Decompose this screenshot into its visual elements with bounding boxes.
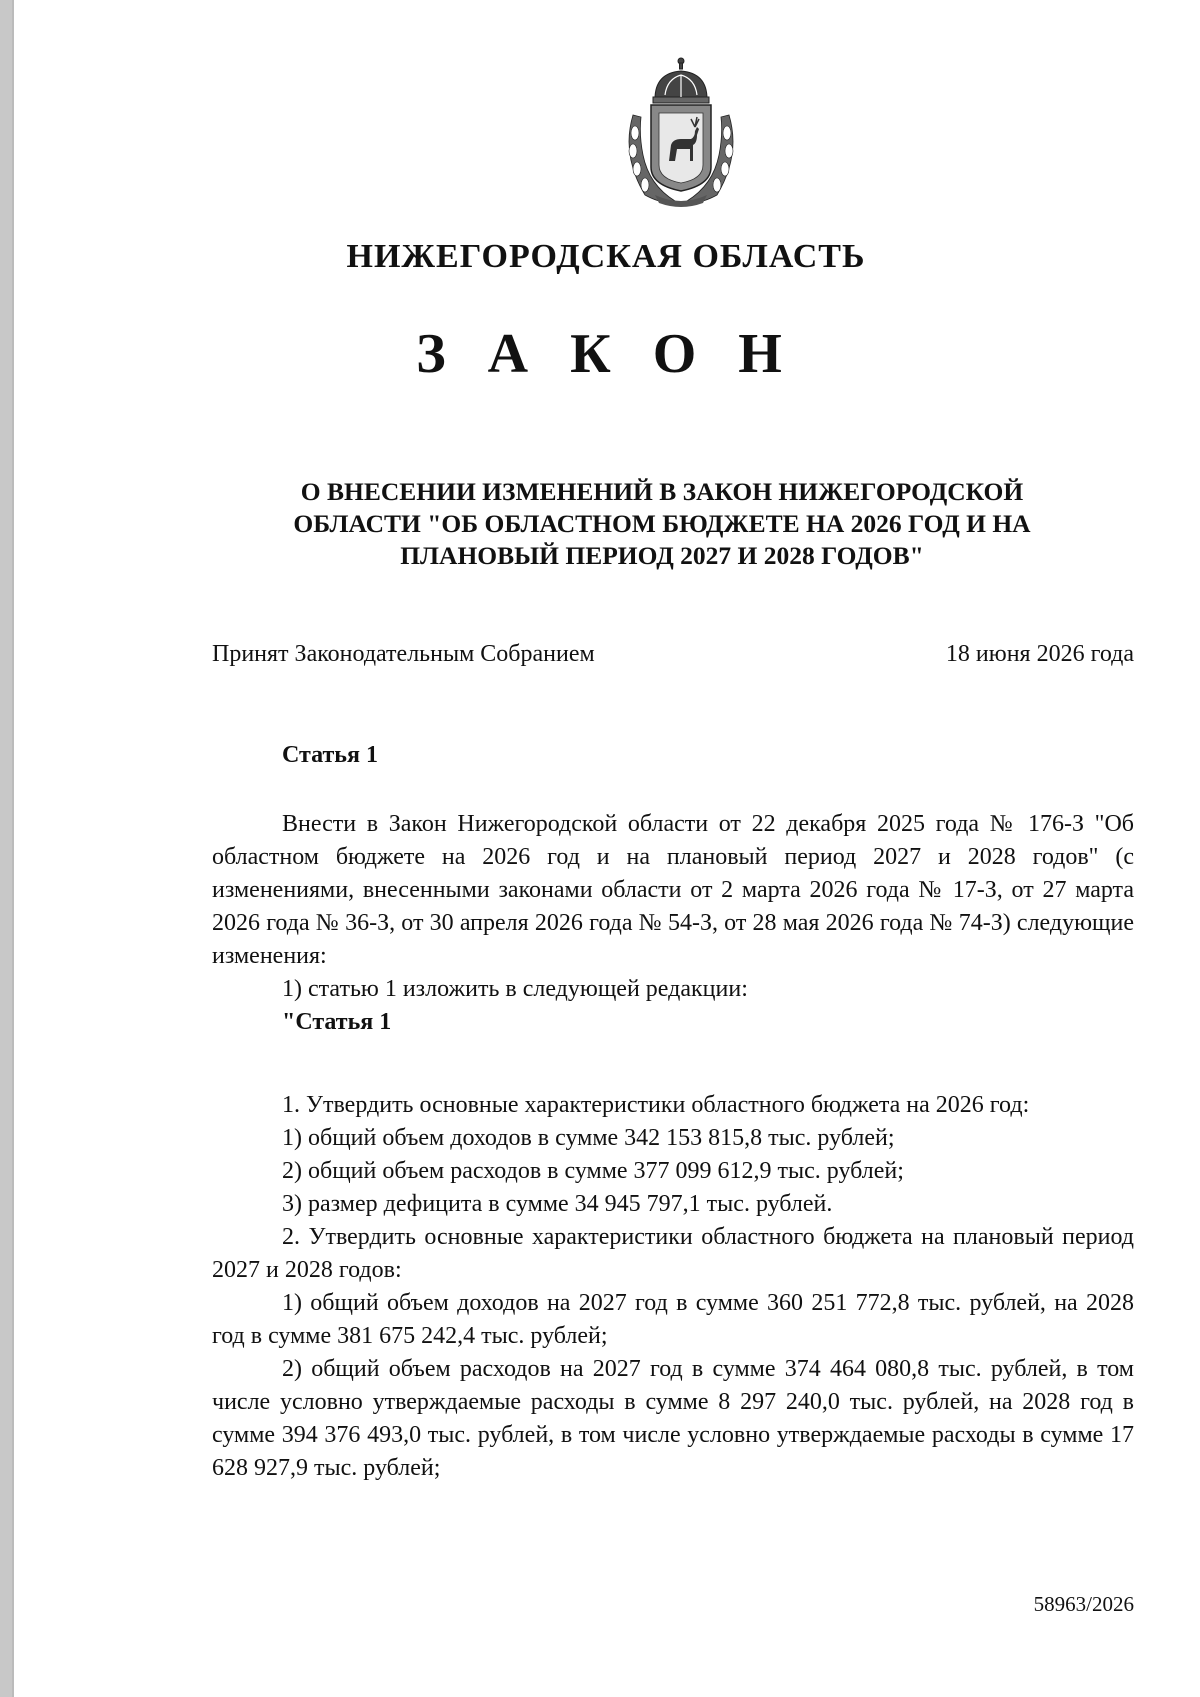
paragraph-2-1: 1) общий объем доходов на 2027 год в сумме 360 251 772,8 тыс. рублей, на 2028 год в сумме 381 675 242,4 тыс. рублей; <box>212 1290 1134 1349</box>
quoted-article-heading-text: "Статья 1 <box>282 1009 392 1035</box>
law-title-line: ОБЛАСТИ "ОБ ОБЛАСТНОМ БЮДЖЕТЕ НА 2026 ГОД И НА <box>293 509 1031 538</box>
document-type: З А К О Н <box>416 323 796 385</box>
law-title <box>252 476 1072 572</box>
paragraph-1-3: 3) размер дефицита в сумме 34 945 797,1 тыс. рублей. <box>282 1191 833 1217</box>
quoted-article-heading <box>212 1006 1134 1039</box>
document-page <box>12 0 1200 1697</box>
adopted-by: Принят Законодательным Собранием <box>212 641 595 667</box>
paragraph-2-2: 2) общий объем расходов на 2027 год в сумме 374 464 080,8 тыс. рублей, в том числе условно утверждаемые расходы в сумме 8 297 240,0 тыс. рублей, на 2028 год в сумме 394 376 493,0 тыс. рублей, в том числе условно утверждаемые расходы в сумме 17 628 927,9 тыс. рублей; <box>212 1356 1134 1481</box>
law-body <box>212 808 1134 1485</box>
spacer <box>212 1039 1134 1089</box>
adoption-date: 18 июня 2026 года <box>945 641 1134 667</box>
paragraph-intro: Внести в Закон Нижегородской области от 22 декабря 2025 года № 176-З "Об областном бюджете на 2026 год и на плановый период 2027 и 2028 годов" (с изменениями, внесенными законами области от 2 марта 2026 года № 17-З, от 27 марта 2026 года № 36-З, от 30 апреля 2026 года № 54-З, от 28 мая 2026 года № 74-З) следующие изменения: <box>212 811 1134 969</box>
region-name: НИЖЕГОРОДСКАЯ ОБЛАСТЬ <box>346 238 866 275</box>
law-title-line: О ВНЕСЕНИИ ИЗМЕНЕНИЙ В ЗАКОН НИЖЕГОРОДСКОЙ <box>300 477 1024 506</box>
paragraph-2: 2. Утвердить основные характеристики областного бюджета на плановый период 2027 и 2028 годов: <box>212 1224 1134 1283</box>
paragraph-1: 1. Утвердить основные характеристики областного бюджета на 2026 год: <box>282 1092 1030 1118</box>
paragraph-1-2: 2) общий объем расходов в сумме 377 099 612,9 тыс. рублей; <box>282 1158 904 1184</box>
coat-of-arms-emblem <box>615 55 747 207</box>
document-number: 58963/2026 <box>1033 1592 1134 1616</box>
paragraph-1-1: 1) общий объем доходов в сумме 342 153 815,8 тыс. рублей; <box>282 1125 895 1151</box>
article-heading: Статья 1 <box>282 742 378 768</box>
law-title-line: ПЛАНОВЫЙ ПЕРИОД 2027 И 2028 ГОДОВ" <box>400 541 924 570</box>
paragraph-item-1: 1) статью 1 изложить в следующей редакции: <box>282 976 748 1002</box>
